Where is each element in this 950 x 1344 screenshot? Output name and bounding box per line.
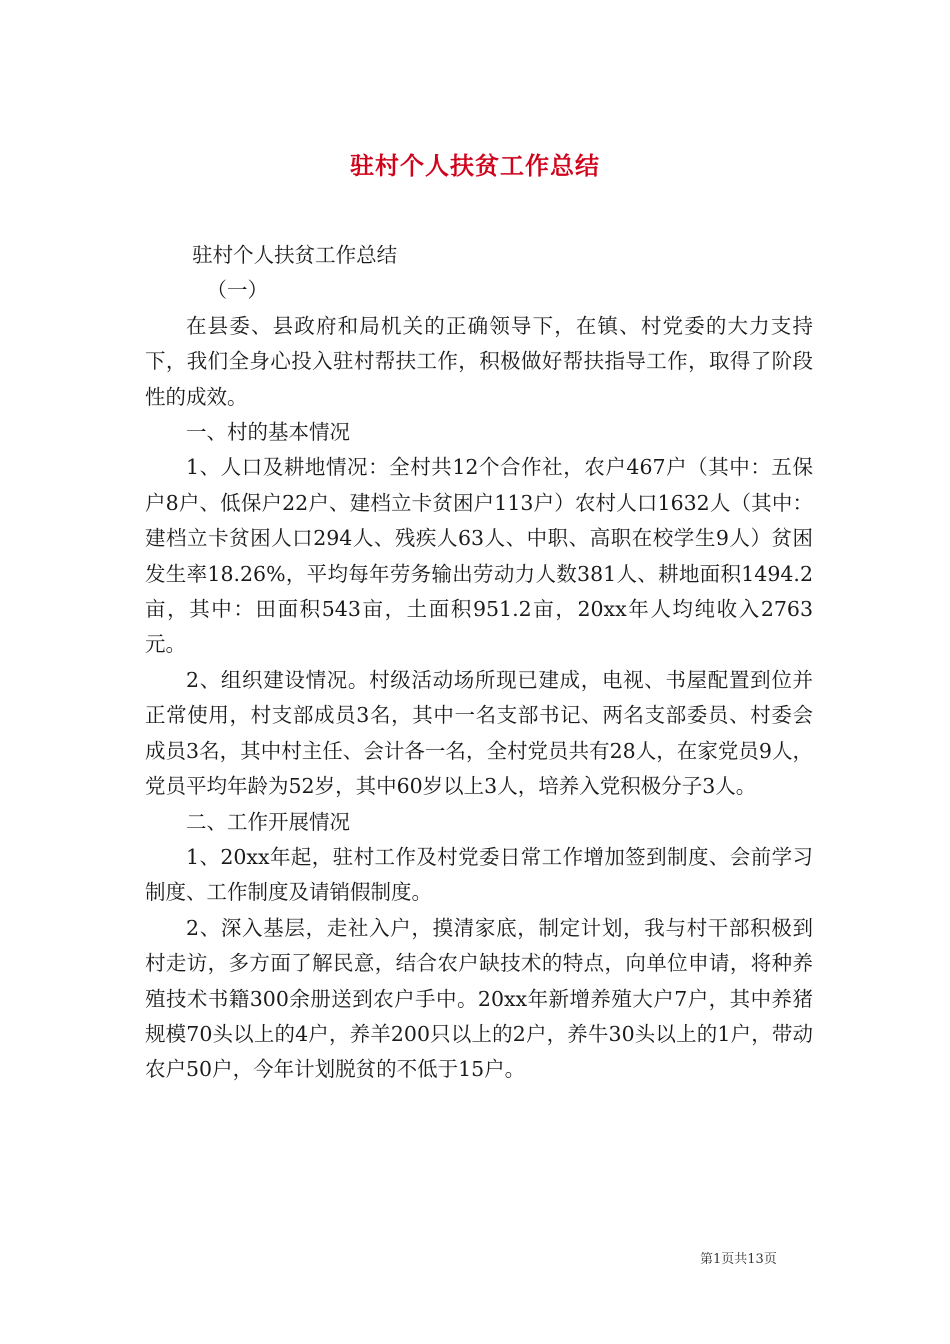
section-heading-2: 二、工作开展情况 (186, 809, 350, 834)
section-marker: （一） (206, 278, 268, 303)
organization-paragraph: 2、组织建设情况。村级活动场所现已建成，电视、书屋配置到位并正常使用，村支部成员3名，其中一名支部书记、两名支部委员、村委会成员3名，其中村主任、会计各一名，全村党员共有28人，在家党员9人，党员平均年龄为52岁，其中60岁以上3人，培养入党积极分子3人。 (145, 667, 813, 799)
work-item-2: 2、深入基层，走社入户，摸清家底，制定计划，我与村干部积极到村走访，多方面了解民意，结合农户缺技术的特点，向单位申请，将种养殖技术书籍300余册送到农户手中。20xx年新增养殖大户7户，其中养猪规模70头以上的4户，养羊200只以上的2户，养牛30头以上的1户，带动农户50户，今年计划脱贫的不低于15户。 (145, 915, 813, 1082)
intro-paragraph: 在县委、县政府和局机关的正确领导下，在镇、村党委的大力支持下，我们全身心投入驻村帮扶工作，积极做好帮扶指导工作，取得了阶段性的成效。 (145, 313, 813, 409)
document-title: 驻村个人扶贫工作总结 (350, 151, 600, 181)
document-body (145, 238, 813, 1088)
work-item-1: 1、20xx年起，驻村工作及村党委日常工作增加签到制度、会前学习制度、工作制度及请销假制度。 (145, 844, 813, 905)
section-heading-1: 一、村的基本情况 (186, 420, 350, 445)
intro-heading: 驻村个人扶贫工作总结 (192, 243, 398, 267)
page-number: 第1页共13页 (700, 1252, 777, 1267)
population-paragraph: 1、人口及耕地情况：全村共12个合作社，农户467户（其中：五保户8户、低保户22户、建档立卡贫困户113户）农村人口1632人（其中：建档立卡贫困人口294人、残疾人63人、中职、高职在校学生9人）贫困发生率18.26%，平均每年劳务输出劳动力人数381人、耕地面积1494.2亩，其中：田面积543亩，土面积951.2亩，20xx年人均纯收入2763元。 (145, 455, 813, 657)
